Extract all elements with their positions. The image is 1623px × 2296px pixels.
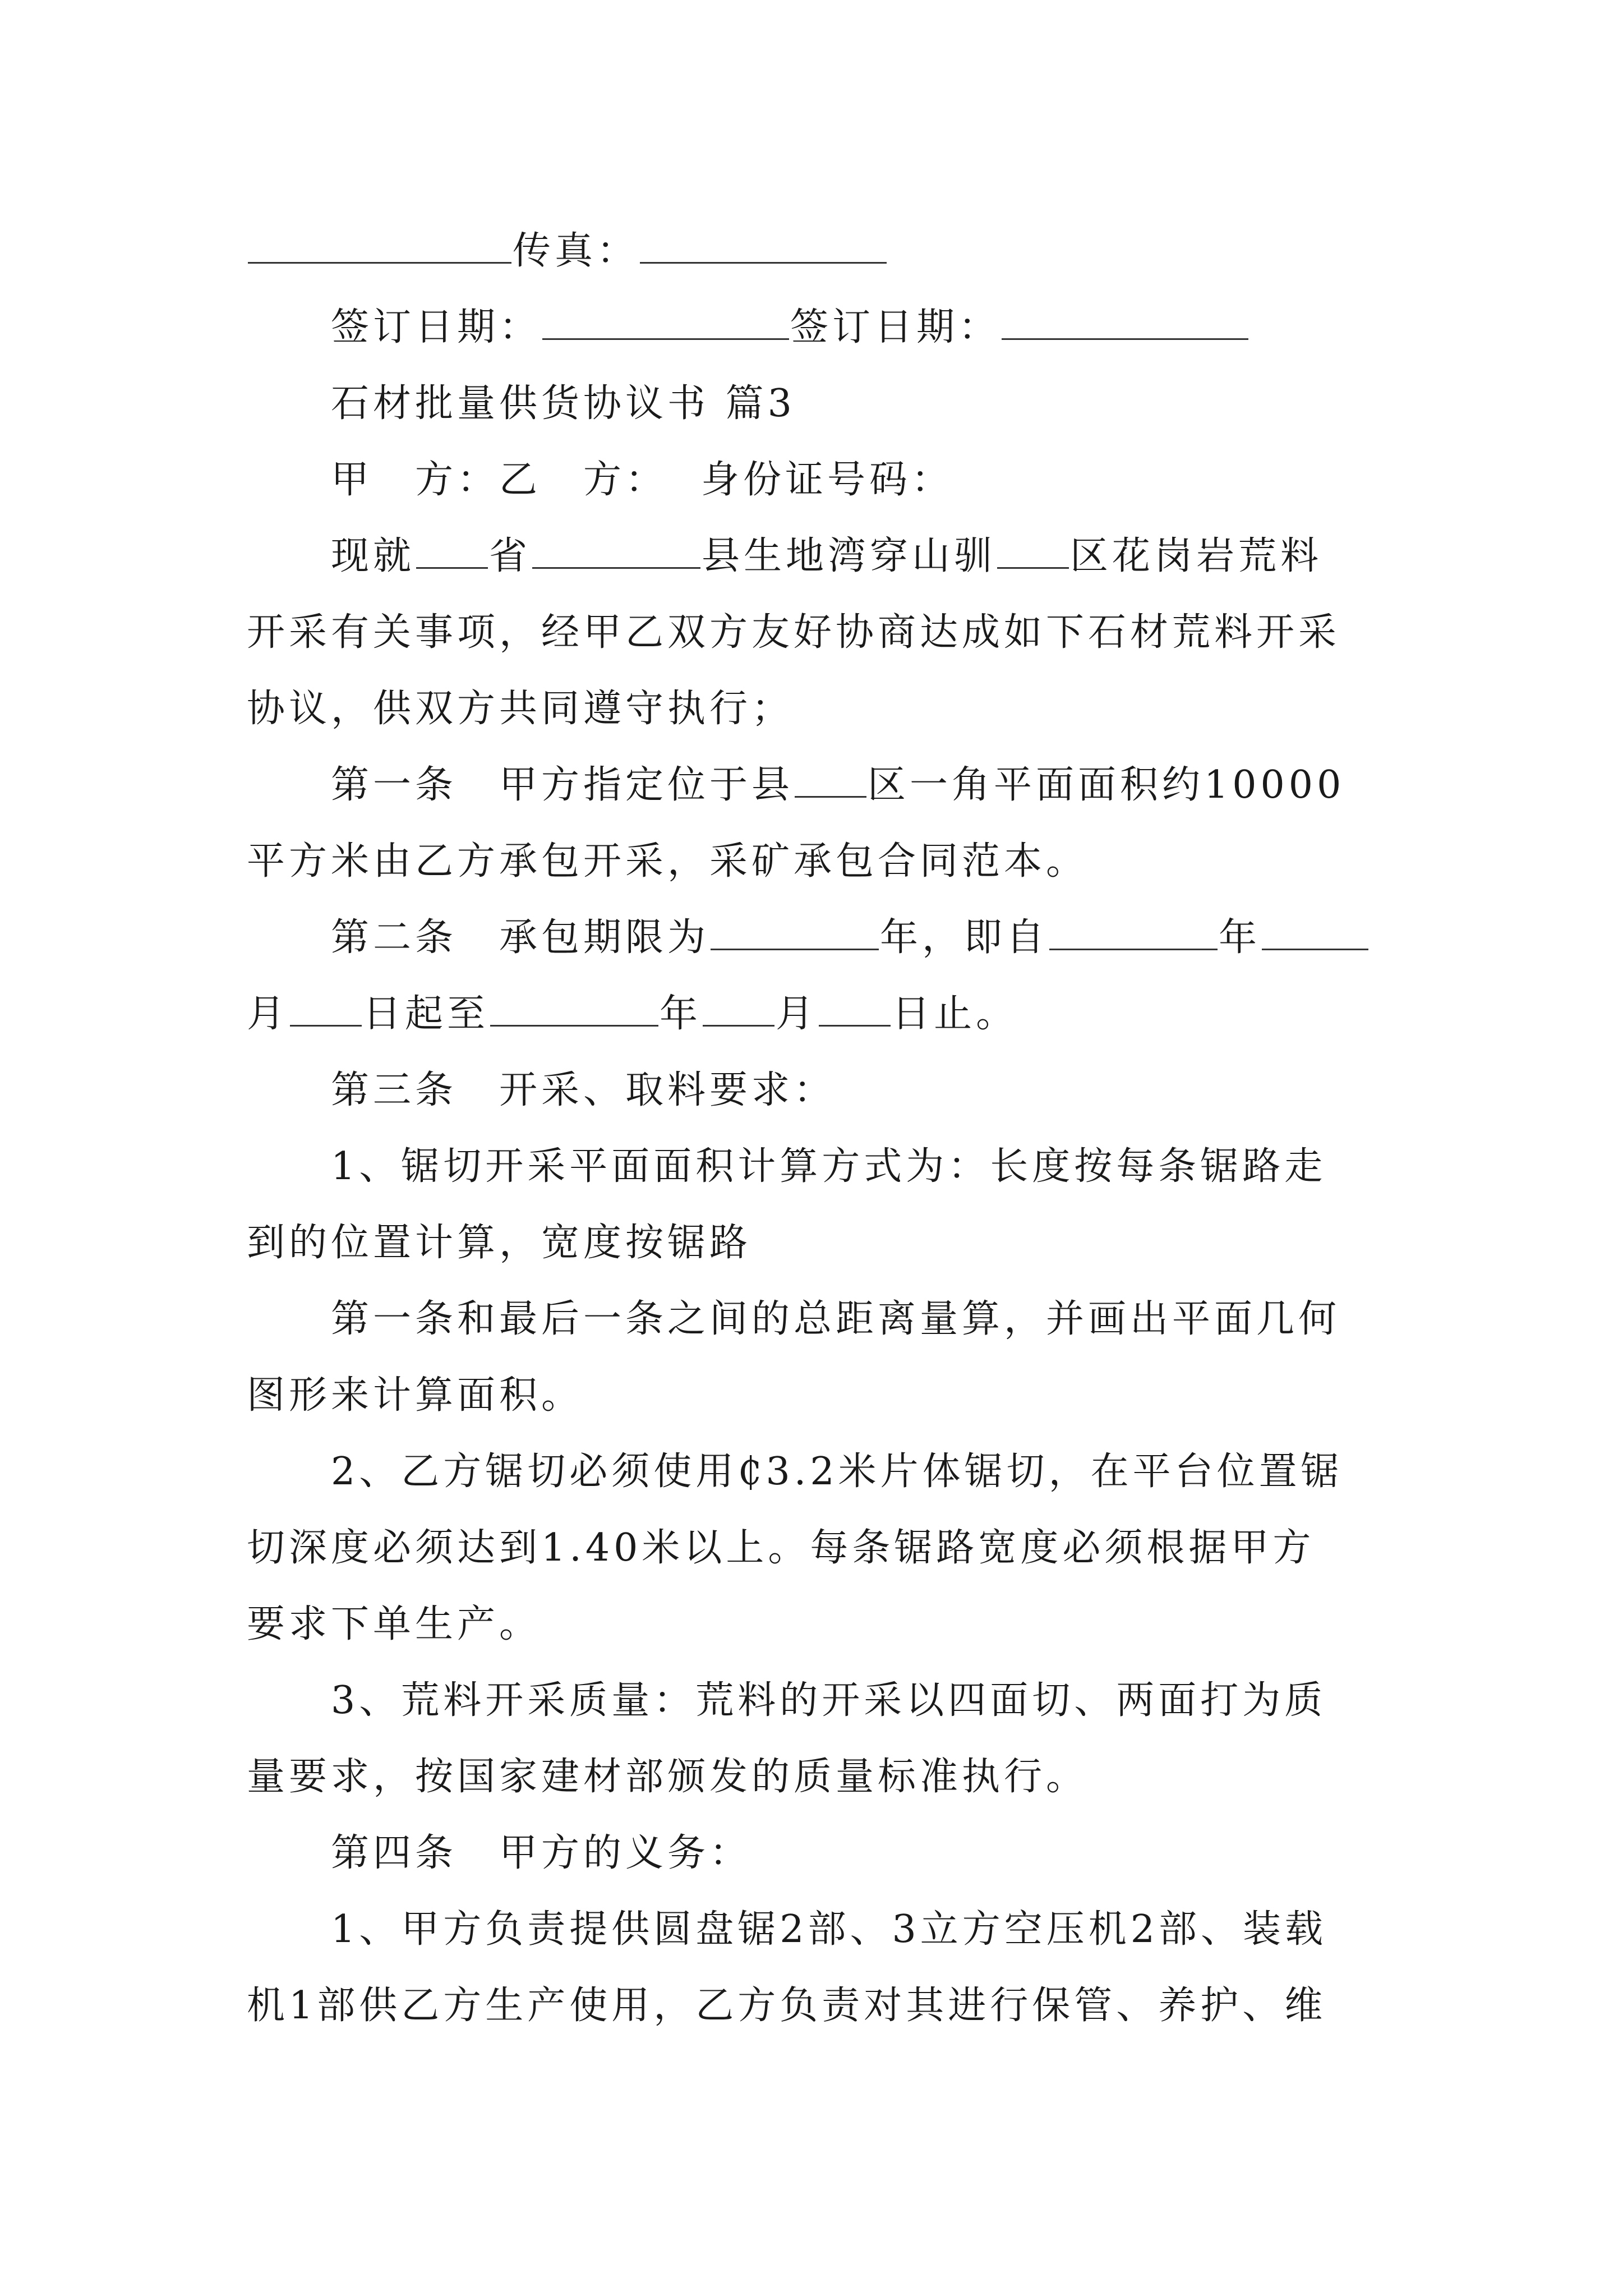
intro-text: 现就 [331,534,416,578]
article3-item1-line-3: 第一条和最后一条之间的总距离量算，并画出平面几何 [331,1297,1341,1341]
blank-field [416,528,488,569]
article-text: 年，即自 [880,915,1049,960]
article3-item2-line-1: 2、乙方锯切必须使用₵3.2米片体锯切，在平台位置锯 [331,1450,1343,1494]
article3-title: 第三条 开采、取料要求： [331,1068,836,1112]
article-text: 区一角平面面积约10000 [868,763,1345,807]
article-text: 第一条 甲方指定位于县 [331,763,794,807]
blank-field [640,223,887,264]
intro-line-2: 开采有关事项，经甲乙双方友好协商达成如下石材荒料开采 [247,610,1341,655]
blank-field [1049,909,1218,950]
article4-item1-line-1: 1、甲方负责提供圆盘锯2部、3立方空压机2部、装载 [331,1907,1327,1952]
blank-field [1002,299,1248,340]
article-text: 月 [776,992,818,1036]
intro-text: 县生地湾穿山驯 [702,534,997,578]
article4-title: 第四条 甲方的义务： [331,1831,752,1875]
article2-line-2 [247,976,1385,1052]
sign-date-line [247,289,1385,366]
intro-text: 省 [489,534,532,578]
article3-item3-line-2: 量要求，按国家建材部颁发的质量标准执行。 [247,1755,1089,1799]
article-text: 第二条 承包期限为 [331,915,710,960]
article3-item2-line-3: 要求下单生产。 [247,1602,542,1646]
blank-field [1262,909,1368,950]
article3-item1-line-2: 到的位置计算，宽度按锯路 [247,1221,752,1265]
party-a-label: 甲 方： [331,458,500,502]
blank-field [819,986,891,1027]
article-text: 日起至 [363,992,490,1036]
article1-line-2: 平方米由乙方承包开采，采矿承包合同范本。 [247,839,1089,884]
article-text: 日止。 [892,992,1018,1036]
fax-label: 传真： [513,229,639,273]
article1-line-1 [247,747,1385,823]
article3-item1-line-1: 1、锯切开采平面面积计算方式为：长度按每条锯路走 [331,1144,1327,1189]
article3-item3-line-1: 3、荒料开采质量：荒料的开采以四面切、两面打为质 [331,1678,1327,1723]
blank-field [703,986,774,1027]
parties-line [247,442,1385,518]
blank-field [290,986,362,1027]
blank-field [490,986,658,1027]
party-b-label: 乙 方： [499,458,668,502]
intro-line-1 [247,518,1385,595]
fax-line [247,213,1385,289]
id-number-label: 身份证号码： [701,458,954,502]
intro-text: 区花岗岩荒料 [1070,534,1323,578]
blank-field [532,528,700,569]
article4-item1-line-2: 机1部供乙方生产使用，乙方负责对其进行保管、养护、维 [247,1984,1327,2028]
blank-field [997,528,1069,569]
article3-item2-line-2: 切深度必须达到1.40米以上。每条锯路宽度必须根据甲方 [247,1526,1315,1570]
article3-item1-line-4: 图形来计算面积。 [247,1373,584,1418]
blank-field [711,909,879,950]
article2-line-1 [247,900,1385,976]
sign-date-label: 签订日期： [331,305,542,349]
article-text: 月 [247,992,289,1036]
article-text: 年 [1219,915,1261,960]
sign-date-label: 签订日期： [790,305,1001,349]
blank-field [542,299,789,340]
intro-line-3: 协议，供双方共同遵守执行； [247,687,794,731]
section-title: 石材批量供货协议书 篇3 [331,381,796,426]
article-text: 年 [660,992,702,1036]
blank-field [248,223,511,264]
document-body [247,213,1385,2044]
blank-field [795,757,866,798]
